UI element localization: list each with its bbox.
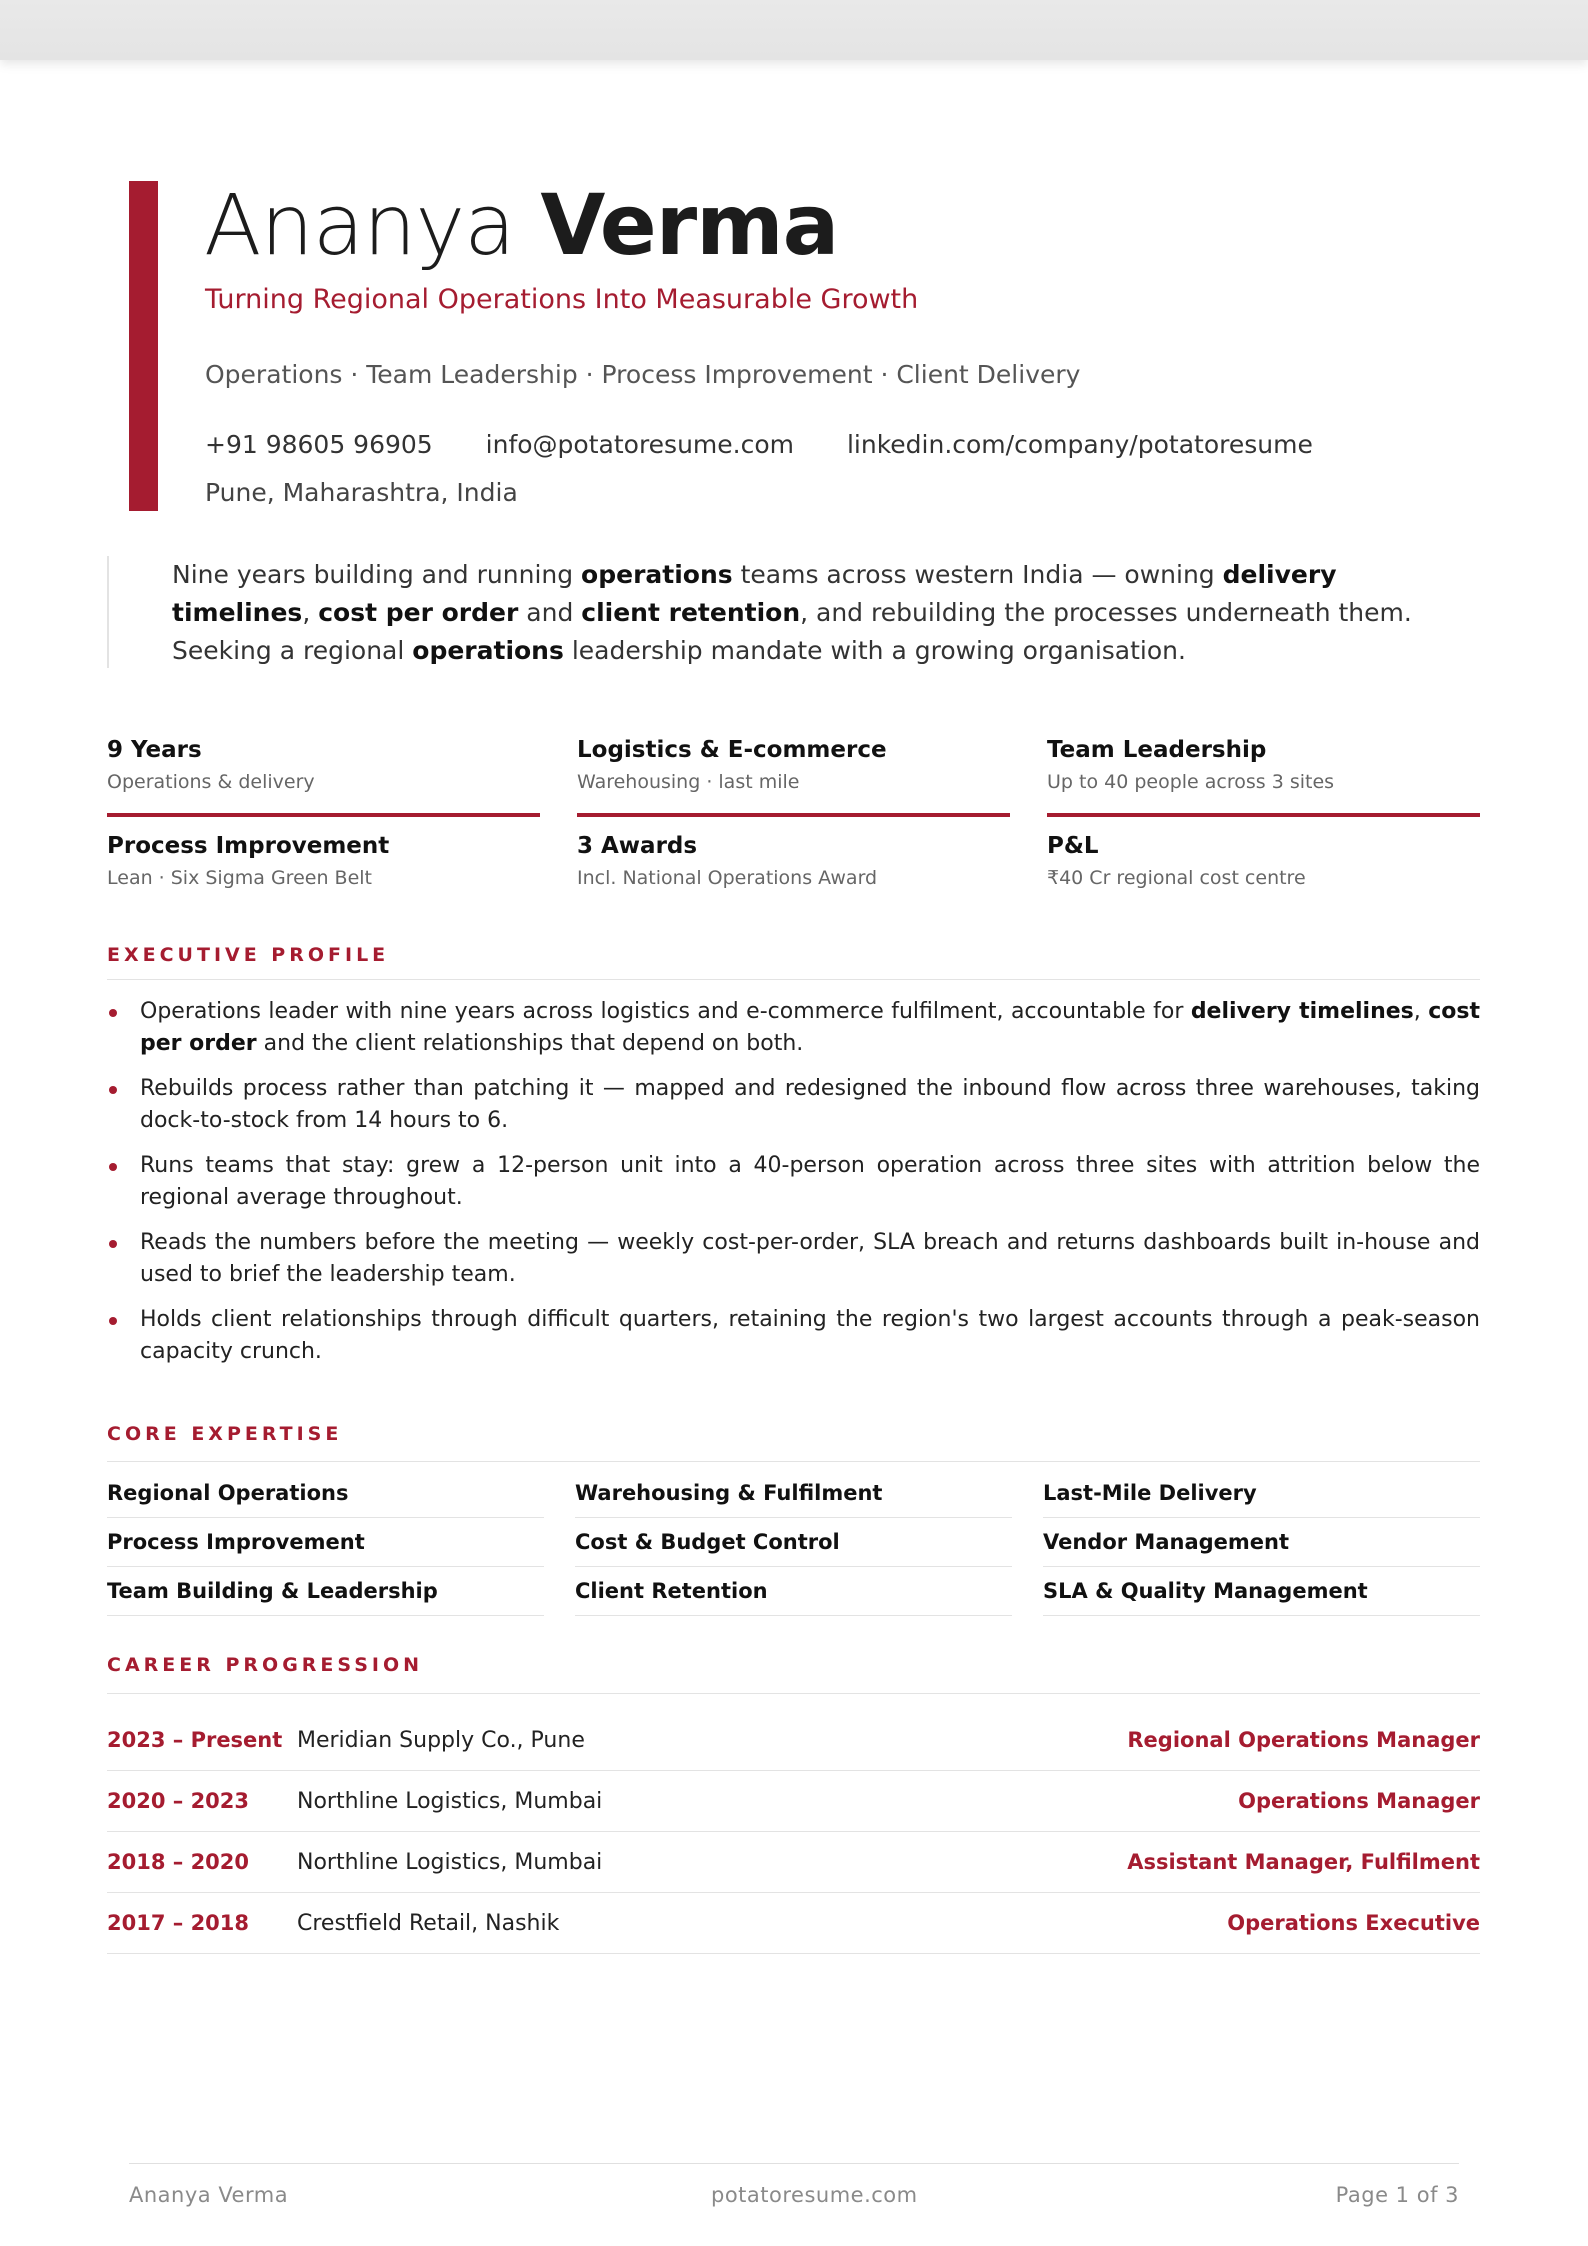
stat-title: Logistics & E-commerce: [577, 737, 887, 763]
footer-rule: [129, 2163, 1459, 2164]
expertise-item: Regional Operations: [107, 1469, 544, 1518]
expertise-item: Process Improvement: [107, 1518, 544, 1567]
footer-page-number: Page 1 of 3: [1335, 2183, 1459, 2207]
stat-title: P&L: [1047, 833, 1099, 859]
footer-name: Ananya Verma: [129, 2183, 289, 2207]
bullet-dot-icon: [109, 1317, 117, 1325]
list-item: Operations leader with nine years across logistics and e-commerce fulfilment, accountable for delivery timelines, cost per order and the client relationships that depend on both.: [107, 996, 1480, 1060]
list-item: Runs teams that stay: grew a 12-person unit into a 40-person operation across three sites with attrition below the regional average throughout.: [107, 1150, 1480, 1214]
stat-title: 9 Years: [107, 737, 202, 763]
expertise-item: Vendor Management: [1043, 1518, 1480, 1567]
summary-rule: [107, 556, 109, 668]
summary-paragraph: Nine years building and running operations teams across western India — owning delivery timelines, cost per order and client retention, and rebuilding the processes underneath them. Seeking a regional operations leadership mandate with a growing organisation.: [172, 560, 1412, 665]
email-link[interactable]: info@potatoresume.com: [485, 430, 794, 459]
stat-card: [1047, 817, 1480, 909]
career-role: Assistant Manager, Fulfilment: [1127, 1850, 1480, 1874]
stats-grid: [107, 733, 1480, 909]
career-years: 2020 – 2023: [107, 1789, 250, 1813]
expertise-item: Cost & Budget Control: [575, 1518, 1012, 1567]
footer-site: potatoresume.com: [711, 2183, 918, 2207]
bullet-dot-icon: [109, 1009, 117, 1017]
career-company: Northline Logistics, Mumbai: [297, 1850, 603, 1875]
list-item: Holds client relationships through difficult quarters, retaining the region's two largest accounts through a peak-season capacity crunch.: [107, 1304, 1480, 1368]
stat-card: [107, 733, 540, 817]
last-name: Verma: [540, 176, 839, 274]
career-company: Crestfield Retail, Nashik: [297, 1911, 560, 1936]
career-company: Northline Logistics, Mumbai: [297, 1789, 603, 1814]
section-title-expertise: CORE EXPERTISE: [107, 1423, 343, 1445]
candidate-name: [204, 170, 838, 280]
bullet-dot-icon: [109, 1163, 117, 1171]
expertise-item: SLA & Quality Management: [1043, 1567, 1480, 1616]
expertise-item: Warehousing & Fulfilment: [575, 1469, 1012, 1518]
section-rule: [107, 979, 1480, 980]
expertise-item: Last-Mile Delivery: [1043, 1469, 1480, 1518]
expertise-item: Team Building & Leadership: [107, 1567, 544, 1616]
stat-card: [577, 733, 1010, 817]
phone: +91 98605 96905: [205, 430, 433, 459]
section-rule: [107, 1461, 1480, 1462]
linkedin-link[interactable]: linkedin.com/company/potatoresume: [846, 430, 1313, 459]
bullet-dot-icon: [109, 1240, 117, 1248]
tagline: Turning Regional Operations Into Measurable Growth: [205, 284, 919, 315]
viewer-top-band: [0, 0, 1588, 60]
stat-title: Team Leadership: [1047, 737, 1267, 763]
profile-bullets: [107, 996, 1480, 1381]
career-years: 2017 – 2018: [107, 1911, 250, 1935]
stat-card: [577, 817, 1010, 909]
stat-sub: Operations & delivery: [107, 771, 315, 793]
career-role: Regional Operations Manager: [1127, 1728, 1480, 1752]
career-years: 2023 – Present: [107, 1728, 283, 1752]
stat-sub: Lean · Six Sigma Green Belt: [107, 867, 372, 889]
stat-card: [1047, 733, 1480, 817]
table-row: [107, 1771, 1480, 1832]
stat-sub: ₹40 Cr regional cost centre: [1047, 867, 1306, 889]
stat-title: Process Improvement: [107, 833, 390, 859]
contact-line: [205, 430, 1358, 459]
stat-card: [107, 817, 540, 909]
section-title-profile: EXECUTIVE PROFILE: [107, 944, 390, 966]
career-role: Operations Executive: [1227, 1911, 1480, 1935]
stat-sub: Up to 40 people across 3 sites: [1047, 771, 1335, 793]
stat-sub: Warehousing · last mile: [577, 771, 800, 793]
stat-sub: Incl. National Operations Award: [577, 867, 878, 889]
stat-title: 3 Awards: [577, 833, 698, 859]
career-role: Operations Manager: [1238, 1789, 1480, 1813]
header-accent-bar: [129, 181, 158, 511]
list-item: Reads the numbers before the meeting — weekly cost-per-order, SLA breach and returns dashboards built in-house and used to brief the leadership team.: [107, 1227, 1480, 1291]
section-title-career: CAREER PROGRESSION: [107, 1654, 424, 1676]
section-rule: [107, 1693, 1480, 1694]
career-years: 2018 – 2020: [107, 1850, 250, 1874]
table-row: [107, 1832, 1480, 1893]
table-row: [107, 1710, 1480, 1771]
bullet-dot-icon: [109, 1086, 117, 1094]
career-company: Meridian Supply Co., Pune: [297, 1728, 585, 1753]
location: Pune, Maharashtra, India: [205, 478, 518, 507]
list-item: Rebuilds process rather than patching it — mapped and redesigned the inbound flow across three warehouses, taking dock-to-stock from 14 hours to 6.: [107, 1073, 1480, 1137]
focus-areas: Operations · Team Leadership · Process Improvement · Client Delivery: [205, 360, 1081, 389]
table-row: [107, 1893, 1480, 1954]
career-table: [107, 1710, 1480, 1954]
expertise-item: Client Retention: [575, 1567, 1012, 1616]
expertise-grid: [107, 1469, 1480, 1616]
first-name: Ananya: [204, 176, 515, 274]
